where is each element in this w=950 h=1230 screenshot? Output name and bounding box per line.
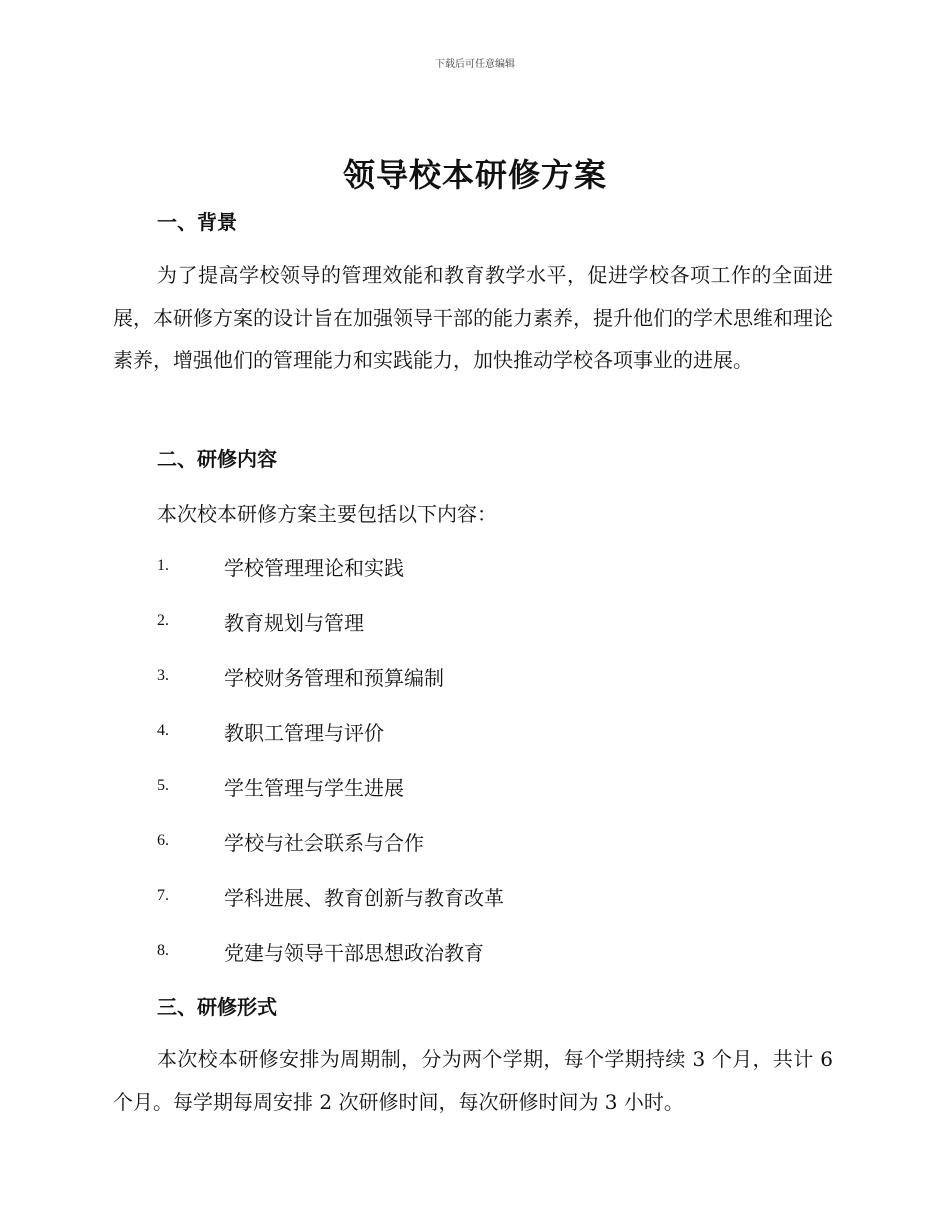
list-item: [157, 716, 384, 746]
list-item: [157, 551, 404, 581]
header-note: 下载后可任意编辑: [435, 59, 515, 70]
form-paragraph: 本次校本研修安排为周期制，分为两个学期，每个学期持续 3 个月，共计 6 个月。每学期每周安排 2 次研修时间，每次研修时间为 3 小时。: [113, 1047, 833, 1114]
list-item: [157, 606, 364, 636]
content-intro: 本次校本研修方案主要包括以下内容：: [157, 502, 497, 526]
section-heading-content: 二、研修内容: [157, 447, 277, 471]
list-text: 教职工管理与评价: [224, 720, 384, 745]
list-number: 4.: [157, 722, 169, 739]
list-item: [157, 771, 404, 801]
list-text: 学科进展、教育创新与教育改革: [224, 885, 504, 910]
document-title: 领导校本研修方案: [342, 156, 607, 194]
list-text: 学校财务管理和预算编制: [224, 665, 444, 690]
list-text: 教育规划与管理: [224, 610, 364, 635]
list-text: 学生管理与学生进展: [224, 775, 404, 800]
list-number: 7.: [157, 887, 169, 904]
section-heading-form: 三、研修形式: [157, 995, 277, 1019]
list-number: 3.: [157, 667, 169, 684]
background-paragraph: 为了提高学校领导的管理效能和教育教学水平，促进学校各项工作的全面进展，本研修方案的设计旨在加强领导干部的能力素养，提升他们的学术思维和理论素养，增强他们的管理能力和实践能力，加快推动学校各项事业的进展。: [113, 263, 833, 372]
list-text: 党建与领导干部思想政治教育: [224, 940, 484, 965]
list-text: 学校与社会联系与合作: [224, 830, 424, 855]
list-number: 6.: [157, 832, 169, 849]
list-item: [157, 661, 444, 691]
list-number: 1.: [157, 557, 169, 574]
section-heading-background: 一、背景: [157, 210, 237, 234]
list-item: [157, 826, 424, 856]
list-item: [157, 936, 484, 966]
list-number: 8.: [157, 942, 169, 959]
list-item: [157, 881, 504, 911]
list-text: 学校管理理论和实践: [224, 555, 404, 580]
list-number: 5.: [157, 777, 169, 794]
list-number: 2.: [157, 612, 169, 629]
